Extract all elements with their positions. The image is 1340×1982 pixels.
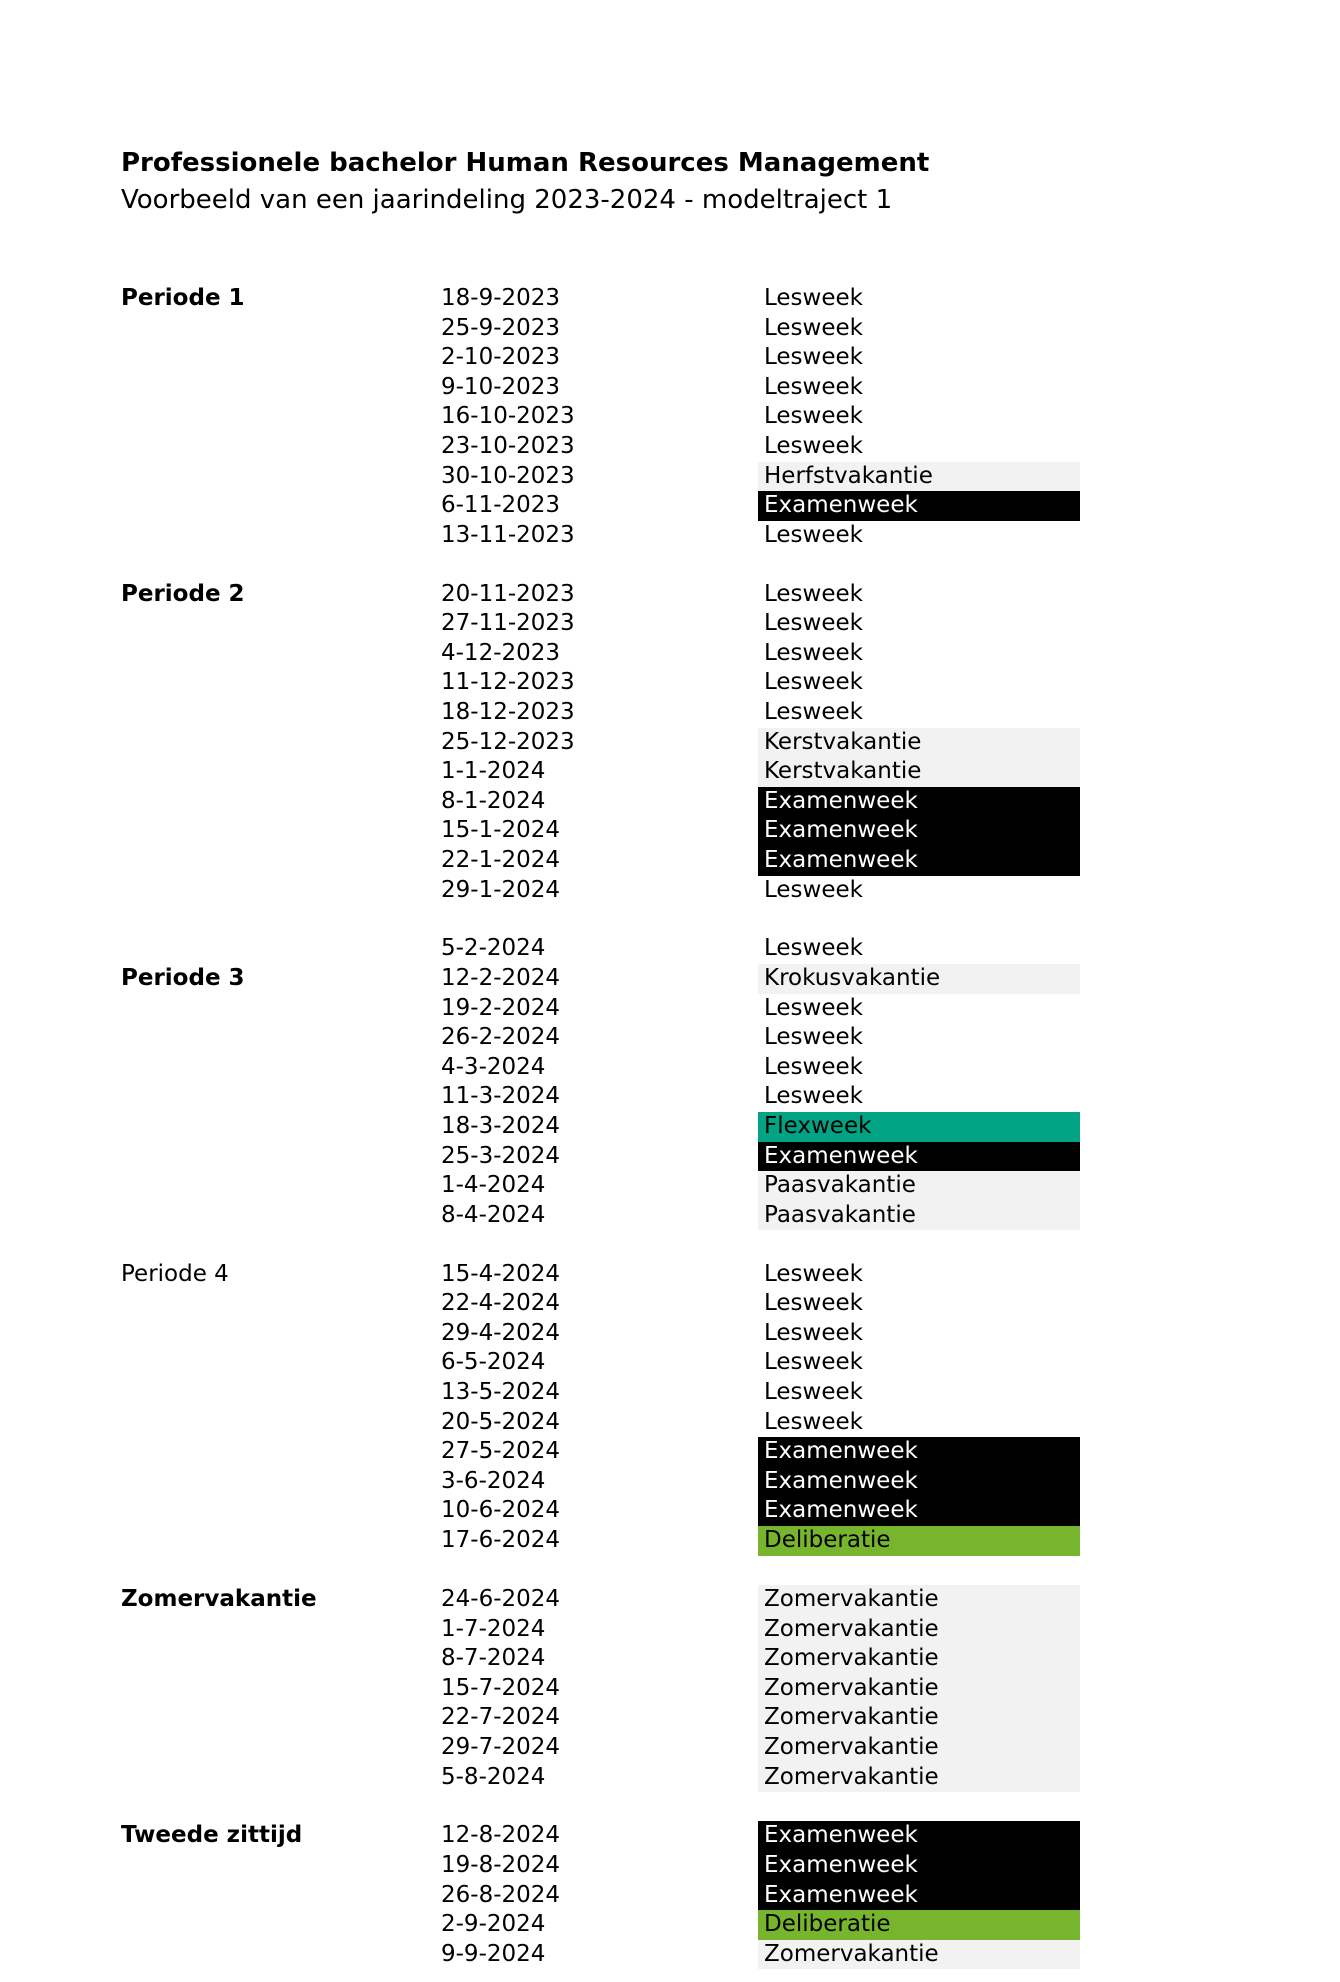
schedule-row	[121, 1910, 1121, 1940]
week-status: Zomervakantie	[758, 1644, 1080, 1674]
week-date: 20-5-2024	[441, 1408, 561, 1435]
schedule-row	[121, 1142, 1121, 1172]
week-status: Lesweek	[758, 994, 1080, 1024]
week-status: Deliberatie	[758, 1526, 1080, 1556]
week-status: Lesweek	[758, 402, 1080, 432]
week-date: 19-8-2024	[441, 1851, 561, 1878]
week-status: Zomervakantie	[758, 1733, 1080, 1763]
schedule-row	[121, 521, 1121, 551]
week-status: Examenweek	[758, 1851, 1080, 1881]
week-date: 15-1-2024	[441, 817, 561, 844]
week-date: 23-10-2023	[441, 432, 575, 459]
schedule-row	[121, 314, 1121, 344]
week-status: Examenweek	[758, 787, 1080, 817]
week-status: Lesweek	[758, 639, 1080, 669]
week-date: 8-7-2024	[441, 1645, 546, 1672]
schedule-row	[121, 1289, 1121, 1319]
week-status: Lesweek	[758, 1378, 1080, 1408]
week-date: 26-8-2024	[441, 1881, 561, 1908]
schedule-row	[121, 757, 1121, 787]
week-date: 5-8-2024	[441, 1763, 546, 1790]
schedule-row	[121, 1940, 1121, 1970]
period-label: Zomervakantie	[121, 1585, 317, 1612]
schedule-row	[121, 402, 1121, 432]
week-date: 18-12-2023	[441, 699, 575, 726]
week-status: Lesweek	[758, 1053, 1080, 1083]
schedule-row	[121, 1319, 1121, 1349]
schedule-row	[121, 1851, 1121, 1881]
schedule-row	[121, 1053, 1121, 1083]
week-date: 8-1-2024	[441, 787, 546, 814]
schedule-row	[121, 1082, 1121, 1112]
week-status: Lesweek	[758, 934, 1080, 964]
week-status: Zomervakantie	[758, 1585, 1080, 1615]
schedule-row	[121, 491, 1121, 521]
week-date: 11-3-2024	[441, 1083, 561, 1110]
week-date: 18-9-2023	[441, 285, 561, 311]
schedule-table	[121, 284, 1121, 1969]
schedule-row	[121, 1171, 1121, 1201]
week-status: Examenweek	[758, 1467, 1080, 1497]
week-date: 11-12-2023	[441, 669, 575, 696]
week-status: Lesweek	[758, 314, 1080, 344]
period-label: Periode 1	[121, 285, 245, 311]
schedule-row	[121, 964, 1121, 994]
week-date: 12-2-2024	[441, 965, 561, 992]
week-status: Krokusvakantie	[758, 964, 1080, 994]
week-status: Zomervakantie	[758, 1703, 1080, 1733]
week-date: 17-6-2024	[441, 1527, 561, 1554]
week-status: Examenweek	[758, 1881, 1080, 1911]
schedule-row	[121, 284, 1121, 314]
schedule-row	[121, 668, 1121, 698]
week-status: Examenweek	[758, 1821, 1080, 1851]
week-date: 26-2-2024	[441, 1024, 561, 1051]
week-status: Herfstvakantie	[758, 462, 1080, 492]
schedule-row	[121, 698, 1121, 728]
week-status: Lesweek	[758, 284, 1080, 314]
schedule-row	[121, 1881, 1121, 1911]
schedule-row	[121, 1023, 1121, 1053]
week-status: Lesweek	[758, 1319, 1080, 1349]
schedule-row	[121, 1733, 1121, 1763]
week-status: Zomervakantie	[758, 1763, 1080, 1793]
schedule-row	[121, 1821, 1121, 1851]
week-date: 6-11-2023	[441, 492, 561, 519]
week-date: 19-2-2024	[441, 994, 561, 1021]
week-date: 29-4-2024	[441, 1319, 561, 1346]
week-status: Kerstvakantie	[758, 728, 1080, 758]
period-label: Periode 2	[121, 580, 245, 607]
week-status: Examenweek	[758, 1496, 1080, 1526]
week-status: Zomervakantie	[758, 1615, 1080, 1645]
week-date: 13-5-2024	[441, 1379, 561, 1406]
week-date: 15-4-2024	[441, 1260, 561, 1287]
schedule-row	[121, 994, 1121, 1024]
week-date: 22-4-2024	[441, 1290, 561, 1317]
week-status: Lesweek	[758, 373, 1080, 403]
week-date: 1-1-2024	[441, 758, 546, 785]
week-status: Paasvakantie	[758, 1201, 1080, 1231]
week-date: 24-6-2024	[441, 1585, 561, 1612]
week-date: 2-10-2023	[441, 344, 561, 371]
week-date: 25-3-2024	[441, 1142, 561, 1169]
week-status: Examenweek	[758, 816, 1080, 846]
schedule-row	[121, 816, 1121, 846]
schedule-row	[121, 846, 1121, 876]
schedule-row	[121, 580, 1121, 610]
week-status: Examenweek	[758, 1437, 1080, 1467]
week-status: Examenweek	[758, 846, 1080, 876]
schedule-row	[121, 1763, 1121, 1793]
week-status: Lesweek	[758, 668, 1080, 698]
week-date: 16-10-2023	[441, 403, 575, 430]
schedule-row	[121, 1201, 1121, 1231]
week-status: Paasvakantie	[758, 1171, 1080, 1201]
week-date: 27-5-2024	[441, 1438, 561, 1465]
schedule-row	[121, 1526, 1121, 1556]
document-header	[121, 145, 929, 219]
document-subtitle: Voorbeeld van een jaarindeling 2023-2024 - modeltraject 1	[121, 185, 893, 215]
week-date: 9-10-2023	[441, 373, 561, 400]
schedule-row	[121, 1644, 1121, 1674]
week-date: 25-12-2023	[441, 728, 575, 755]
week-date: 15-7-2024	[441, 1674, 561, 1701]
week-date: 29-1-2024	[441, 876, 561, 903]
schedule-row	[121, 728, 1121, 758]
week-status: Lesweek	[758, 1082, 1080, 1112]
schedule-row	[121, 373, 1121, 403]
week-date: 2-9-2024	[441, 1911, 546, 1938]
schedule-row	[121, 1703, 1121, 1733]
week-date: 22-7-2024	[441, 1704, 561, 1731]
week-status: Lesweek	[758, 1408, 1080, 1438]
week-date: 25-9-2023	[441, 314, 561, 341]
week-date: 6-5-2024	[441, 1349, 546, 1376]
week-status: Examenweek	[758, 491, 1080, 521]
week-date: 12-8-2024	[441, 1822, 561, 1849]
schedule-row	[121, 343, 1121, 373]
week-status: Lesweek	[758, 1023, 1080, 1053]
week-date: 8-4-2024	[441, 1201, 546, 1228]
week-status: Lesweek	[758, 1260, 1080, 1290]
schedule-row	[121, 1585, 1121, 1615]
schedule-row	[121, 934, 1121, 964]
week-date: 10-6-2024	[441, 1497, 561, 1524]
week-status: Lesweek	[758, 580, 1080, 610]
week-status: Lesweek	[758, 521, 1080, 551]
week-status: Deliberatie	[758, 1910, 1080, 1940]
schedule-row	[121, 1378, 1121, 1408]
week-date: 1-7-2024	[441, 1615, 546, 1642]
week-date: 30-10-2023	[441, 462, 575, 489]
week-status: Lesweek	[758, 609, 1080, 639]
schedule-row	[121, 1348, 1121, 1378]
week-status: Lesweek	[758, 698, 1080, 728]
schedule-row	[121, 1615, 1121, 1645]
schedule-row	[121, 1408, 1121, 1438]
schedule-row	[121, 462, 1121, 492]
week-status: Lesweek	[758, 1348, 1080, 1378]
schedule-row	[121, 1260, 1121, 1290]
week-status: Zomervakantie	[758, 1940, 1080, 1970]
schedule-row	[121, 787, 1121, 817]
week-date: 27-11-2023	[441, 610, 575, 637]
schedule-row	[121, 639, 1121, 669]
week-date: 5-2-2024	[441, 935, 546, 962]
week-date: 22-1-2024	[441, 846, 561, 873]
week-status: Lesweek	[758, 343, 1080, 373]
week-date: 18-3-2024	[441, 1113, 561, 1140]
week-date: 4-3-2024	[441, 1053, 546, 1080]
week-date: 3-6-2024	[441, 1467, 546, 1494]
period-label: Tweede zittijd	[121, 1822, 303, 1849]
document-title: Professionele bachelor Human Resources Management	[121, 148, 930, 178]
week-date: 1-4-2024	[441, 1172, 546, 1199]
week-date: 9-9-2024	[441, 1940, 546, 1967]
schedule-row	[121, 432, 1121, 462]
schedule-row	[121, 609, 1121, 639]
week-status: Examenweek	[758, 1142, 1080, 1172]
schedule-row	[121, 1496, 1121, 1526]
schedule-row	[121, 1112, 1121, 1142]
schedule-row	[121, 1674, 1121, 1704]
week-status: Lesweek	[758, 1289, 1080, 1319]
week-date: 20-11-2023	[441, 580, 575, 607]
week-status: Kerstvakantie	[758, 757, 1080, 787]
week-date: 29-7-2024	[441, 1733, 561, 1760]
period-label: Periode 4	[121, 1260, 229, 1287]
week-date: 13-11-2023	[441, 521, 575, 548]
schedule-row	[121, 876, 1121, 906]
week-status: Zomervakantie	[758, 1674, 1080, 1704]
week-status: Lesweek	[758, 876, 1080, 906]
period-label: Periode 3	[121, 965, 245, 992]
week-status: Lesweek	[758, 432, 1080, 462]
week-status: Flexweek	[758, 1112, 1080, 1142]
schedule-row	[121, 1437, 1121, 1467]
week-date: 4-12-2023	[441, 639, 561, 666]
schedule-row	[121, 1467, 1121, 1497]
